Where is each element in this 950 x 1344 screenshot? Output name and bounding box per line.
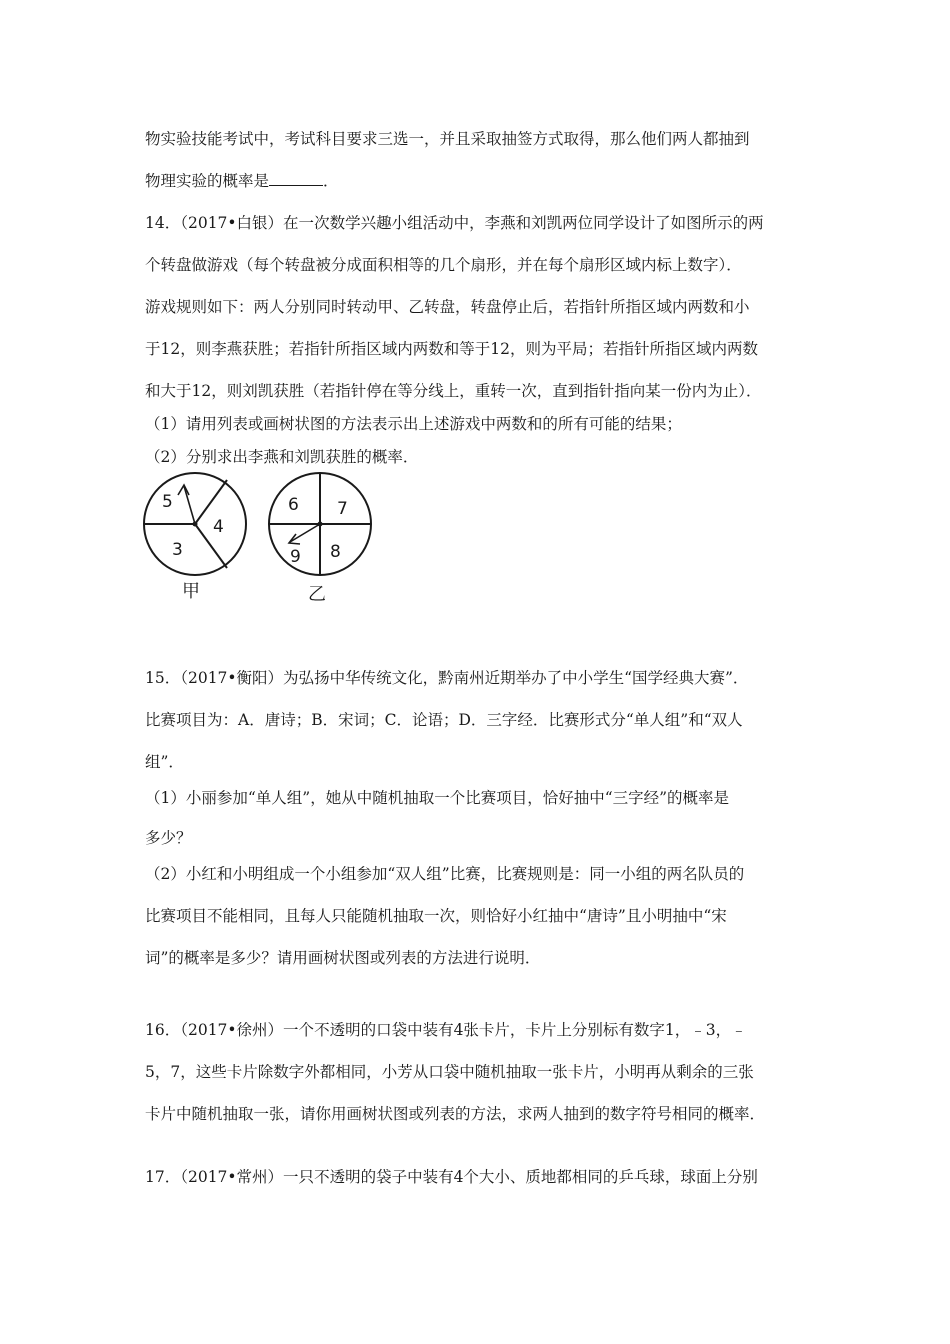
problem14-question2: （2）分别求出李燕和刘凯获胜的概率． [145, 448, 419, 466]
problem13-line2-prefix: 物理实验的概率是 [145, 172, 270, 190]
problem13-line2-suffix: ． [323, 172, 339, 190]
problem14-line5: 和大于12，则刘凯获胜（若指针停在等分线上，重转一次，直到指针指向某一份内为止）． [145, 382, 762, 400]
problem15-question1-line1: （1）小丽参加“单人组”，她从中随机抽取一个比赛项目，恰好抽中“三字经”的概率是 [145, 789, 730, 807]
spinner-b-number-6: 6 [288, 495, 299, 515]
problem16-line1: 16．（2017•徐州）一个不透明的口袋中装有4张卡片，卡片上分别标有数字1，﹣3，﹣ [145, 1021, 747, 1039]
spinner-diagram [140, 472, 390, 612]
spinner-a-pointer-arrowhead [178, 485, 189, 495]
problem14-line2: 个转盘做游戏（每个转盘被分成面积相等的几个扇形，并在每个扇形区域内标上数字）． [145, 256, 742, 274]
problem16-line3: 卡片中随机抽取一张，请你用画树状图或列表的方法，求两人抽到的数字符号相同的概率． [145, 1105, 766, 1123]
problem14-line3: 游戏规则如下：两人分别同时转动甲、乙转盘，转盘停止后，若指针所指区域内两数和小 [145, 298, 750, 316]
spinner-a-number-3: 3 [172, 540, 183, 560]
problem16-line2: 5，7，这些卡片除数字外都相同，小芳从口袋中随机抽取一张卡片，小明再从剩余的三张 [145, 1063, 754, 1081]
problem15-line1: 15．（2017•衡阳）为弘扬中华传统文化，黔南州近期举办了中小学生“国学经典大赛”． [145, 669, 749, 687]
problem13-line2 [145, 171, 339, 191]
problem15-question2-line1: （2）小红和小明组成一个小组参加“双人组”比赛，比赛规则是：同一小组的两名队员的 [145, 865, 745, 883]
spinner-b-number-7: 7 [337, 499, 348, 519]
spinner-b [269, 473, 371, 605]
spinner-a-number-4: 4 [213, 517, 224, 537]
problem15-line3: 组”． [145, 753, 184, 771]
spinner-b-number-9: 9 [290, 547, 301, 567]
spinner-a-number-5: 5 [162, 492, 173, 512]
problem14-line1: 14．（2017•白银）在一次数学兴趣小组活动中，李燕和刘凯两位同学设计了如图所示的两 [145, 214, 764, 232]
answer-blank [269, 171, 323, 186]
spinner-a-center [193, 522, 198, 527]
problem15-line2: 比赛项目为：A．唐诗；B．宋词；C．论语；D．三字经．比赛形式分“单人组”和“双人 [145, 711, 743, 729]
problem15-question2-line2: 比赛项目不能相同，且每人只能随机抽取一次，则恰好小红抽中“唐诗”且小明抽中“宋 [145, 907, 727, 925]
problem14-question1: （1）请用列表或画树状图的方法表示出上述游戏中两数和的所有可能的结果； [145, 415, 682, 433]
spinner-a-label: 甲 [182, 581, 200, 602]
spinner-b-center [318, 522, 323, 527]
spinner-figure [140, 472, 390, 612]
spinner-a-pointer [184, 486, 195, 524]
problem17-line1: 17．（2017•常州）一只不透明的袋子中装有4个大小、质地都相同的乒乓球，球面上分别 [145, 1168, 758, 1186]
spinner-b-pointer [290, 524, 320, 542]
problem14-line4: 于12，则李燕获胜；若指针所指区域内两数和等于12，则为平局；若指针所指区域内两数 [145, 340, 758, 358]
spinner-a [144, 473, 246, 602]
problem15-question2-line3: 词”的概率是多少？请用画树状图或列表的方法进行说明． [145, 949, 541, 967]
problem15-question1-line2: 多少？ [145, 829, 192, 847]
spinner-b-label: 乙 [308, 584, 326, 605]
problem13-line1: 物实验技能考试中，考试科目要求三选一，并且采取抽签方式取得，那么他们两人都抽到 [145, 130, 750, 148]
spinner-b-number-8: 8 [330, 542, 341, 562]
